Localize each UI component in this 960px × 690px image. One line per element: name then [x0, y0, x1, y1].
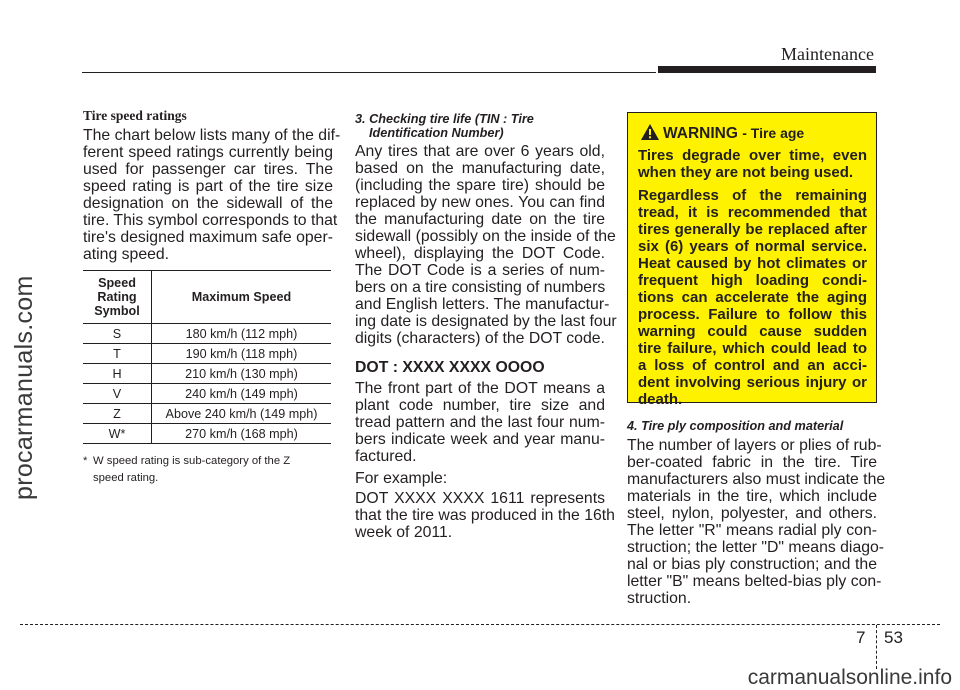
- text-line: manufacturers also must indicate the: [627, 471, 886, 488]
- warning-body: [638, 147, 867, 408]
- table-row: [83, 324, 331, 344]
- text-line: a loss of control and an acci-: [638, 357, 867, 374]
- text-line: Tires degrade over time, even: [638, 147, 867, 164]
- text-line: DOT XXXX XXXX 1611 represents: [355, 490, 605, 507]
- text-line: ing date is designated by the last four: [355, 313, 617, 330]
- speed-rating-table: [83, 270, 331, 444]
- text-line: ber-coated fabric in the tire. Tire: [627, 454, 877, 471]
- text-line: tire's designed maximum safe oper-: [83, 229, 333, 246]
- text-line: Regardless of the remaining: [638, 187, 867, 204]
- text-line: frequent high loading condi-: [638, 272, 867, 289]
- text-line: tions can accelerate the aging: [638, 289, 867, 306]
- footnote-line: speed rating.: [93, 472, 159, 484]
- header-symbol-line: Symbol: [94, 304, 140, 318]
- speed-cell: 240 km/h (149 mph): [152, 384, 332, 404]
- text-line: letter "B" means belted-bias ply con-: [627, 573, 882, 590]
- text-line: steel, nylon, polyester, and others.: [627, 505, 877, 522]
- header-rule-thick: [658, 66, 876, 73]
- ply-composition-paragraph: [627, 437, 886, 607]
- header-symbol-line: Speed: [98, 276, 136, 290]
- text-line: bers on a tire consisting of numbers: [355, 279, 606, 296]
- bottom-watermark: carmanualsonline.info: [747, 666, 952, 689]
- text-line: tires generally be replaced after: [638, 221, 867, 238]
- text-line: ferent speed ratings currently being: [83, 144, 333, 161]
- table-row: [83, 344, 331, 364]
- text-line: ating speed.: [83, 246, 170, 263]
- text-line: materials in the tire, which include: [627, 488, 877, 505]
- speed-cell: Above 240 km/h (149 mph): [152, 404, 332, 424]
- text-line: The front part of the DOT means a: [355, 380, 605, 397]
- heading-line: Identification Number): [369, 126, 504, 140]
- text-line: and English letters. The manufactur-: [355, 296, 610, 313]
- text-line: speed rating is part of the tire size: [83, 178, 333, 195]
- text-line: used for passenger car tires. The: [83, 161, 333, 178]
- speed-ratings-heading: Tire speed ratings: [83, 108, 187, 123]
- header-symbol-cell: [83, 271, 152, 324]
- text-line: Any tires that are over 6 years old,: [355, 143, 605, 160]
- footnote-star: *: [83, 455, 88, 467]
- heading-line: 3. Checking tire life (TIN : Tire: [355, 112, 534, 126]
- tin-paragraph-1: [355, 143, 617, 347]
- symbol-cell: Z: [83, 404, 152, 424]
- text-line: nal or bias ply construction; and the: [627, 556, 877, 573]
- speed-cell: 270 km/h (168 mph): [152, 424, 332, 444]
- text-line: The DOT Code is a series of num-: [355, 262, 605, 279]
- text-line: based on the manufacturing date,: [355, 160, 605, 177]
- symbol-cell: T: [83, 344, 152, 364]
- text-line: tire failure, which could lead to: [638, 340, 867, 357]
- header-rule-thin: [82, 72, 656, 73]
- text-line: designation on the sidewall of the: [83, 195, 333, 212]
- footer-divider: [876, 625, 877, 669]
- text-line: The letter "R" means radial ply con-: [627, 522, 877, 539]
- speed-cell: 190 km/h (118 mph): [152, 344, 332, 364]
- ply-composition-heading: 4. Tire ply composition and material: [627, 419, 844, 433]
- page-number: 53: [884, 628, 903, 647]
- header-speed-cell: Maximum Speed: [152, 271, 332, 324]
- dot-code: DOT : XXXX XXXX OOOO: [355, 359, 545, 376]
- text-line: plant code number, tire size and: [355, 397, 605, 414]
- text-line: tread pattern and the last four num-: [355, 414, 605, 431]
- header-symbol-line: Rating: [97, 290, 137, 304]
- table-row: [83, 424, 331, 444]
- text-line: that the tire was produced in the 16th: [355, 507, 615, 524]
- section-title: Maintenance: [781, 44, 874, 64]
- warning-subtitle: - Tire age: [742, 125, 805, 141]
- text-line: (including the spare tire) should be: [355, 177, 605, 194]
- warning-label: WARNING: [663, 125, 738, 142]
- text-line: week of 2011.: [355, 524, 453, 541]
- text-line: process. Failure to follow this: [638, 306, 867, 323]
- text-line: warning could cause sudden: [638, 323, 867, 340]
- text-line: tread, it is recommended that: [638, 204, 867, 221]
- warning-triangle-icon: [640, 123, 660, 141]
- text-line: factured.: [355, 448, 417, 465]
- text-line: wheel), displaying the DOT Code.: [355, 245, 605, 262]
- text-line: the manufacturing date on the tire: [355, 211, 605, 228]
- symbol-cell: H: [83, 364, 152, 384]
- text-line: when they are not being used.: [638, 164, 854, 181]
- text-line: The chart below lists many of the dif-: [83, 127, 341, 144]
- speed-cell: 180 km/h (112 mph): [152, 324, 332, 344]
- symbol-cell: S: [83, 324, 152, 344]
- text-line: struction; the letter "D" means diago-: [627, 539, 885, 556]
- text-line: Heat caused by hot climates or: [638, 255, 867, 272]
- tin-example-paragraph: [355, 490, 615, 541]
- warning-box: [627, 112, 877, 408]
- text-line: replaced by new ones. You can find: [355, 194, 605, 211]
- symbol-cell: V: [83, 384, 152, 404]
- warning-title: [663, 125, 804, 143]
- text-line: six (6) years of normal service.: [638, 238, 867, 255]
- speed-cell: 210 km/h (130 mph): [152, 364, 332, 384]
- table-header-row: [83, 271, 331, 324]
- tin-paragraph-2: [355, 380, 605, 465]
- footnote-line: W speed rating is sub-category of the Z: [93, 455, 291, 467]
- table-footnote: [83, 453, 331, 487]
- table-row: [83, 364, 331, 384]
- text-line: bers indicate week and year manu-: [355, 431, 605, 448]
- table-row: [83, 384, 331, 404]
- text-line: sidewall (possibly on the inside of the: [355, 228, 616, 245]
- example-label: For example:: [355, 470, 448, 487]
- chapter-number: 7: [856, 628, 866, 647]
- tin-heading: [355, 112, 534, 140]
- text-line: digits (characters) of the DOT code.: [355, 330, 605, 347]
- speed-ratings-paragraph: [83, 127, 341, 263]
- text-line: struction.: [627, 590, 692, 607]
- text-line: The number of layers or plies of rub-: [627, 437, 882, 454]
- side-watermark: procarmanuals.com: [10, 275, 38, 500]
- footer-rule: [20, 624, 940, 625]
- text-line: death.: [638, 391, 683, 408]
- text-line: dent involving serious injury or: [638, 374, 867, 391]
- text-line: tire. This symbol corresponds to that: [83, 212, 338, 229]
- table-row: [83, 404, 331, 424]
- symbol-cell: W*: [83, 424, 152, 444]
